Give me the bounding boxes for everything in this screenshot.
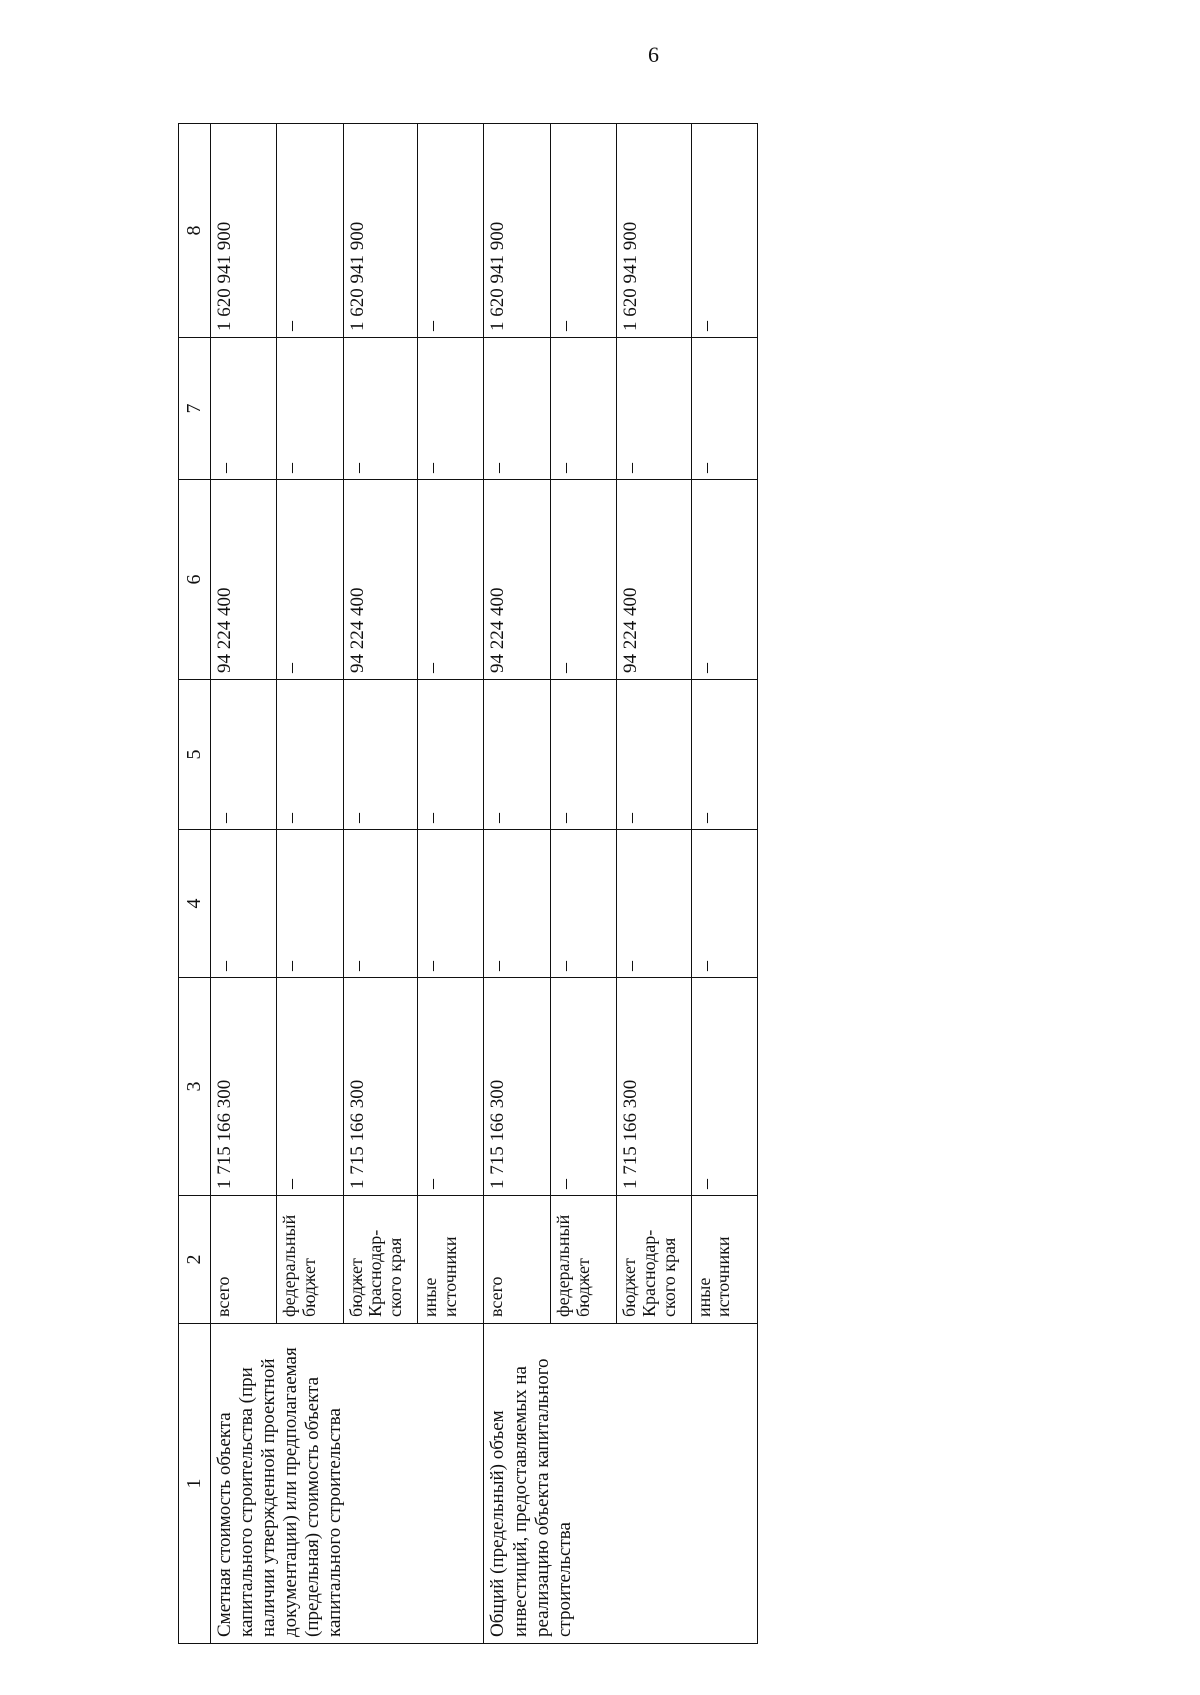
column-header: 3 bbox=[179, 978, 211, 1196]
cell-col3: 1 715 166 300 bbox=[484, 978, 550, 1196]
funding-source: федеральный бюджет bbox=[277, 1196, 343, 1324]
cell-col3: – bbox=[691, 978, 757, 1196]
cell-col6: 94 224 400 bbox=[617, 480, 692, 680]
funding-source: всего bbox=[211, 1196, 277, 1324]
funding-source: всего bbox=[484, 1196, 550, 1324]
cell-col3: 1 715 166 300 bbox=[211, 978, 277, 1196]
cell-col6: – bbox=[550, 480, 616, 680]
cell-col5: – bbox=[211, 680, 277, 830]
column-header: 4 bbox=[179, 830, 211, 978]
cell-col8: – bbox=[277, 124, 343, 338]
cell-col7: – bbox=[343, 338, 418, 480]
cell-col6: 94 224 400 bbox=[343, 480, 418, 680]
cell-col4: – bbox=[418, 830, 484, 978]
header-row bbox=[179, 124, 211, 1644]
cell-col8: 1 620 941 900 bbox=[484, 124, 550, 338]
cell-col4: – bbox=[617, 830, 692, 978]
funding-source: иные источники bbox=[691, 1196, 757, 1324]
cell-col3: 1 715 166 300 bbox=[617, 978, 692, 1196]
cell-col6: – bbox=[418, 480, 484, 680]
cell-col4: – bbox=[211, 830, 277, 978]
row-group-label: Общий (предельный) объем инвестиций, предоставляемых на реализацию объекта капитального строительства bbox=[484, 1324, 758, 1644]
cell-col7: – bbox=[277, 338, 343, 480]
cell-col7: – bbox=[211, 338, 277, 480]
cell-col4: – bbox=[484, 830, 550, 978]
cell-col7: – bbox=[484, 338, 550, 480]
column-header: 7 bbox=[179, 338, 211, 480]
cell-col8: – bbox=[418, 124, 484, 338]
funding-source: бюджет Краснодар-ского края bbox=[343, 1196, 418, 1324]
cell-col6: 94 224 400 bbox=[211, 480, 277, 680]
cell-col8: 1 620 941 900 bbox=[617, 124, 692, 338]
cell-col4: – bbox=[691, 830, 757, 978]
row-group-label: Сметная стоимость объекта капитального строительства (при наличии утвержденной проектной документации) или предполагаемая (предельная) стоимость объекта капитального строительства bbox=[211, 1324, 484, 1644]
cell-col8: – bbox=[550, 124, 616, 338]
cell-col5: – bbox=[418, 680, 484, 830]
cell-col6: 94 224 400 bbox=[484, 480, 550, 680]
cell-col5: – bbox=[343, 680, 418, 830]
cell-col4: – bbox=[550, 830, 616, 978]
cell-col5: – bbox=[277, 680, 343, 830]
cell-col3: – bbox=[550, 978, 616, 1196]
cell-col3: – bbox=[277, 978, 343, 1196]
cell-col3: 1 715 166 300 bbox=[343, 978, 418, 1196]
funding-source: иные источники bbox=[418, 1196, 484, 1324]
cell-col8: – bbox=[691, 124, 757, 338]
table-row bbox=[484, 124, 550, 1644]
cell-col6: – bbox=[691, 480, 757, 680]
funding-source: бюджет Краснодар-ского края bbox=[617, 1196, 692, 1324]
column-header: 8 bbox=[179, 124, 211, 338]
cell-col8: 1 620 941 900 bbox=[343, 124, 418, 338]
page-number: 6 bbox=[648, 42, 659, 67]
budget-table-rotated bbox=[178, 124, 758, 1644]
cell-col3: – bbox=[418, 978, 484, 1196]
column-header: 5 bbox=[179, 680, 211, 830]
cell-col5: – bbox=[617, 680, 692, 830]
cell-col8: 1 620 941 900 bbox=[211, 124, 277, 338]
cell-col5: – bbox=[484, 680, 550, 830]
cell-col7: – bbox=[691, 338, 757, 480]
cell-col4: – bbox=[343, 830, 418, 978]
cell-col5: – bbox=[550, 680, 616, 830]
column-header: 1 bbox=[179, 1324, 211, 1644]
table-row bbox=[211, 124, 277, 1644]
column-header: 6 bbox=[179, 480, 211, 680]
cell-col4: – bbox=[277, 830, 343, 978]
cell-col6: – bbox=[277, 480, 343, 680]
cell-col7: – bbox=[418, 338, 484, 480]
cell-col5: – bbox=[691, 680, 757, 830]
budget-table bbox=[178, 123, 758, 1644]
column-header: 2 bbox=[179, 1196, 211, 1324]
cell-col7: – bbox=[550, 338, 616, 480]
cell-col7: – bbox=[617, 338, 692, 480]
funding-source: федеральный бюджет bbox=[550, 1196, 616, 1324]
